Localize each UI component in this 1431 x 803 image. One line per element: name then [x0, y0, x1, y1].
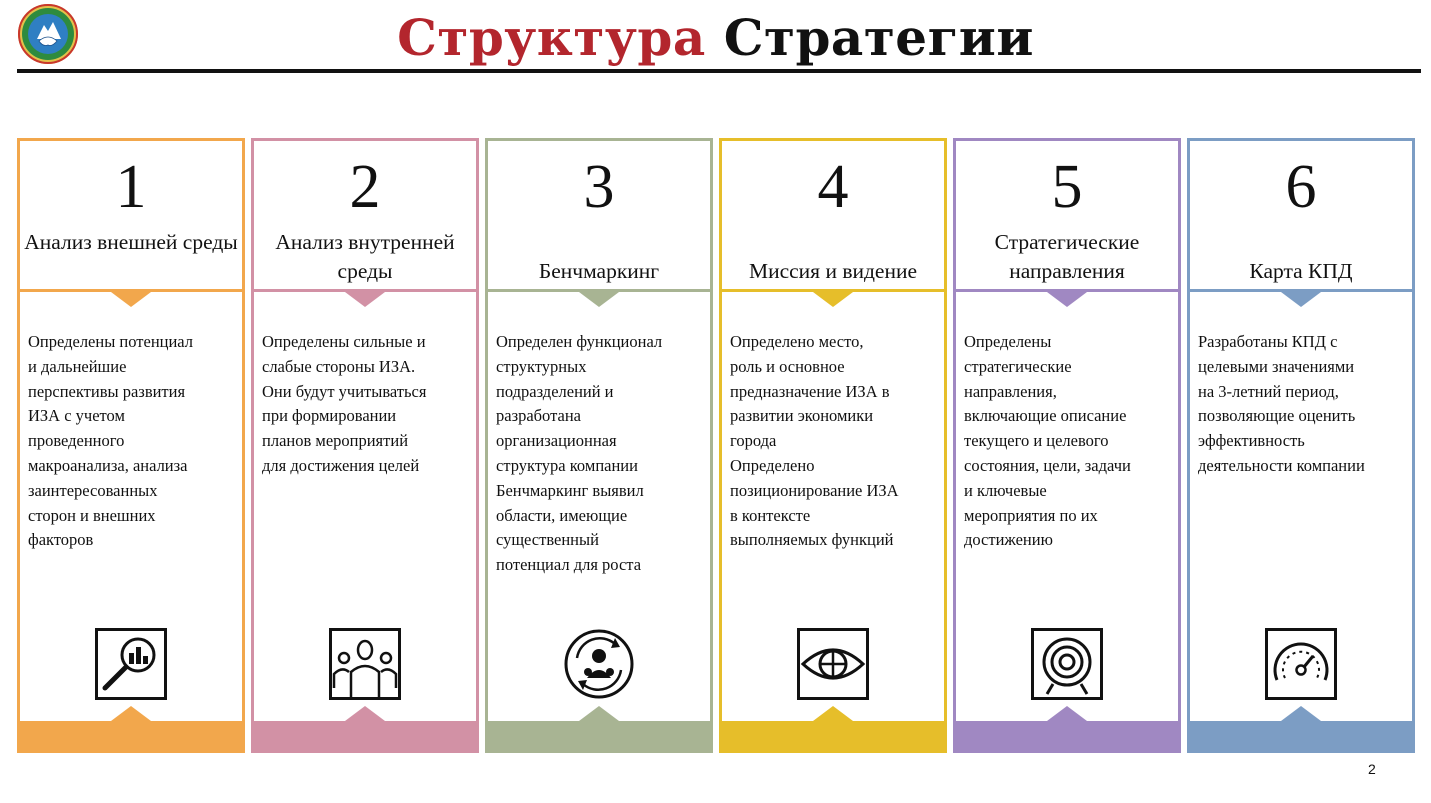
card-pointer-down [1281, 292, 1321, 307]
card-heading: Анализ внешней среды [24, 230, 238, 254]
card-pointer-up [1047, 706, 1087, 721]
team-people-icon [329, 628, 401, 700]
target-icon [1031, 628, 1103, 700]
card-pointer-down [813, 292, 853, 307]
card-footer-bar [1187, 721, 1415, 753]
strategy-card-1 [17, 138, 245, 753]
card-pointer-up [813, 706, 853, 721]
page-title [0, 6, 1431, 70]
card-heading: Миссия и видение [748, 259, 918, 283]
title-underline [17, 69, 1421, 73]
card-number: 4 [817, 153, 849, 221]
card-pointer-up [111, 706, 151, 721]
card-heading: Бенчмаркинг [538, 259, 660, 283]
card-heading: Стратегические направления [994, 230, 1140, 283]
card-description: Разработаны КПД с целевыми значениями на 3-летний период, позволяющие оценить эффективность деятельности компании [1198, 332, 1365, 475]
card-footer-bar [719, 721, 947, 753]
people-cycle-icon [563, 628, 635, 700]
eye-crosshair-icon [797, 628, 869, 700]
card-pointer-down [345, 292, 385, 307]
card-footer-bar [953, 721, 1181, 753]
page-number: 2 [1368, 761, 1376, 777]
strategy-card-6 [1187, 138, 1415, 753]
card-pointer-down [111, 292, 151, 307]
card-number: 5 [1051, 153, 1083, 221]
card-description: Определено место, роль и основное предназначение ИЗА в развитии экономики города Определено позиционирование ИЗА в контексте выполняемых функций [730, 332, 899, 550]
card-pointer-down [579, 292, 619, 307]
card-number: 1 [115, 153, 147, 221]
card-pointer-up [579, 706, 619, 721]
gauge-icon [1265, 628, 1337, 700]
card-number: 3 [583, 153, 615, 221]
title-accent: Структура [397, 8, 706, 67]
card-number: 2 [349, 153, 381, 221]
card-footer-bar [17, 721, 245, 753]
card-description: Определены потенциал и дальнейшие перспективы развития ИЗА с учетом проведенного макроанализа, анализа заинтересованных сторон и внешних факторов [28, 332, 194, 550]
strategy-card-4 [719, 138, 947, 753]
card-pointer-down [1047, 292, 1087, 307]
card-heading: Анализ внутренней среды [275, 230, 455, 283]
card-footer-bar [251, 721, 479, 753]
title-rest: Стратегии [723, 8, 1034, 67]
card-description: Определен функционал структурных подразделений и разработана организационная структура компании Бенчмаркинг выявил области, имеющие существенный потенциал для роста [496, 332, 663, 575]
card-pointer-up [1281, 706, 1321, 721]
card-heading: Карта КПД [1249, 259, 1353, 283]
card-footer-bar [485, 721, 713, 753]
card-pointer-up [345, 706, 385, 721]
magnifier-chart-icon [95, 628, 167, 700]
strategy-card-2 [251, 138, 479, 753]
card-description: Определены стратегические направления, включающие описание текущего и целевого состояния, цели, задачи и ключевые мероприятия по их достижению [964, 332, 1131, 550]
strategy-card-5 [953, 138, 1181, 753]
card-number: 6 [1285, 153, 1317, 221]
card-description: Определены сильные и слабые стороны ИЗА. Они будут учитываться при формировании планов мероприятий для достижения целей [262, 332, 427, 475]
strategy-card-3 [485, 138, 713, 753]
